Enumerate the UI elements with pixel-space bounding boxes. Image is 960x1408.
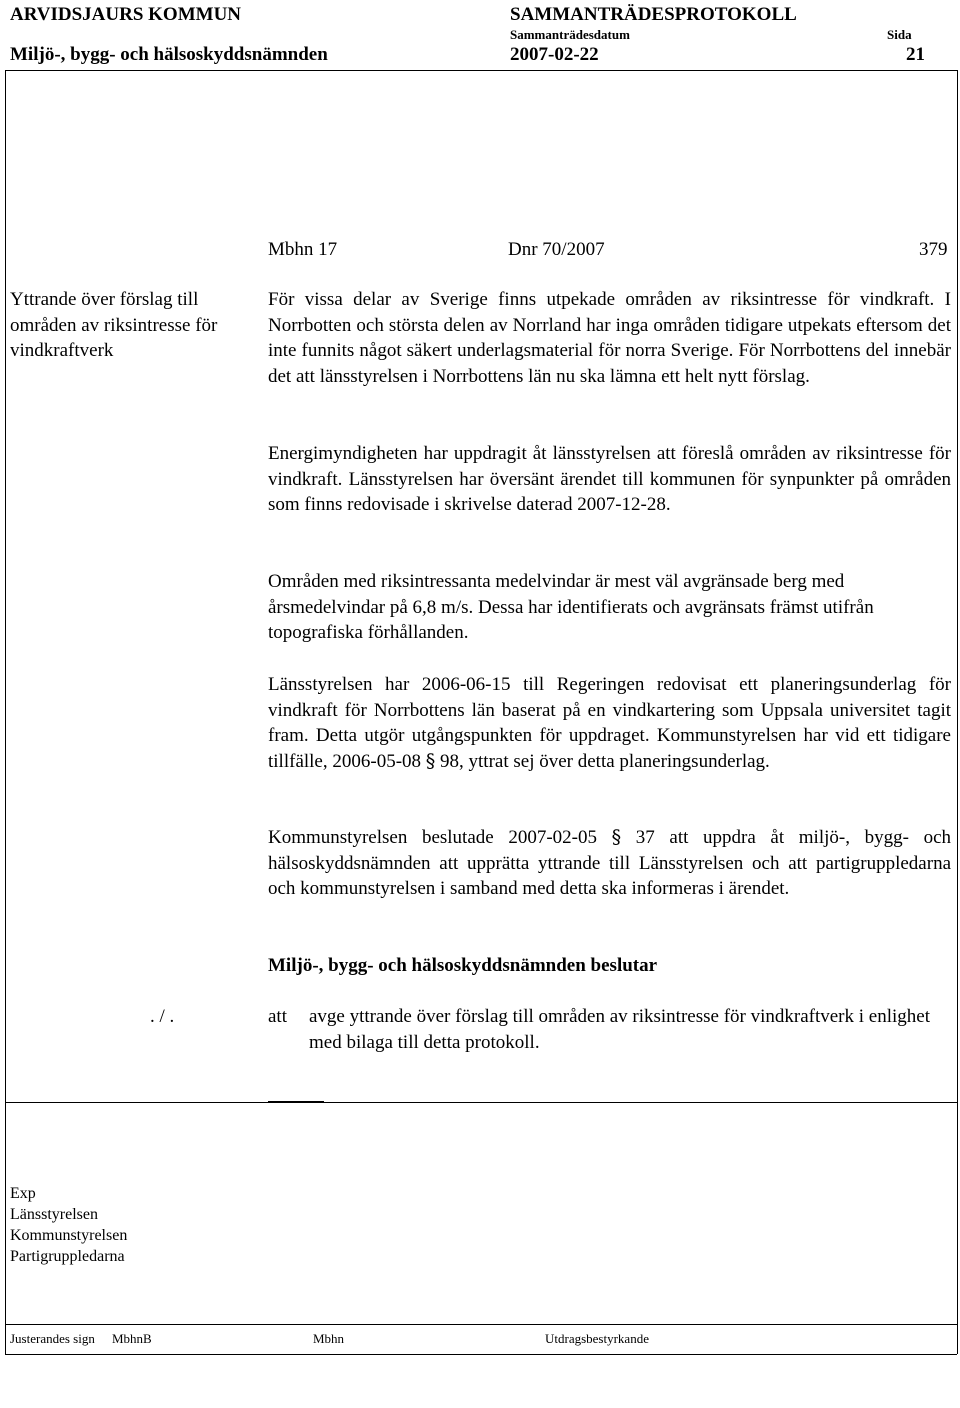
left-frame-top (5, 70, 6, 1102)
left-frame-exp (5, 1102, 6, 1324)
footer-bottom-rule (5, 1354, 957, 1355)
right-frame-top (957, 70, 958, 1102)
decision-heading: Miljö-, bygg- och hälsoskyddsnämnden beslutar (268, 955, 658, 976)
case-title: Yttrande över förslag till områden av riksintresse för vindkraftverk (10, 289, 218, 361)
organization-name: ARVIDSJAURS KOMMUN (10, 4, 242, 25)
case-paragraph: Mbhn 17 (268, 239, 338, 260)
exp-recipient: Länsstyrelsen (10, 1206, 98, 1223)
footer-certification: Utdragsbestyrkande (545, 1331, 649, 1346)
paragraph-4-part-b: 98, yttrat sej över detta planeringsunderlag. (440, 750, 770, 772)
meeting-date: 2007-02-22 (510, 44, 599, 65)
content-bottom-rule (5, 1102, 957, 1103)
paragraph-2: Energimyndigheten har uppdragit åt länsstyrelsen att föreslå områden av riksintresse för vindkraft. Länsstyrelsen har översänt ärendet till kommunen för synpunkter på områden som finns redovisade i skrivelse daterad 2007-12-28. (268, 443, 951, 515)
paragraph-1: För vissa delar av Sverige finns utpekade områden av riksintresse för vindkraft. I Norrbotten och största delen av Norrland har inga områden tidigare utpekats eftersom det inte funnits något säkert underlagsmaterial för norra Sverige. För Norrbottens del innebär det att länsstyrelsen i Norrbottens län nu ska lämna ett helt nytt förslag. (268, 289, 951, 387)
paragraph-4 (268, 672, 951, 774)
document-type: SAMMANTRÄDESPROTOKOLL (510, 4, 797, 25)
footer-sign-value: MbhnB (112, 1331, 152, 1346)
case-number: 379 (919, 239, 948, 260)
decision-att: att (268, 1006, 287, 1027)
header-rule (5, 70, 957, 71)
paragraph-5 (268, 825, 951, 902)
exp-recipient: Partigruppledarna (10, 1248, 125, 1265)
closing-rule (268, 1101, 324, 1102)
right-frame-footer (957, 1324, 958, 1354)
decision-text: avge yttrande över förslag till områden av riksintresse för vindkraftverk i enlighet med bilaga till detta protokoll. (309, 1006, 930, 1053)
page-label: Sida (887, 27, 912, 42)
exp-label: Exp (10, 1185, 36, 1202)
case-dnr: Dnr 70/2007 (508, 239, 605, 260)
committee-name: Miljö-, bygg- och hälsoskyddsnämnden (10, 44, 328, 65)
section-sign: § (425, 749, 436, 772)
paragraph-3: Områden med riksintressanta medelvindar är mest väl avgränsade berg med årsmedelvindar på 6,8 m/s. Dessa har identifierats och avgränsats främst utifrån topografiska förhållanden. (268, 571, 874, 643)
page-number: 21 (906, 44, 925, 65)
date-label: Sammanträdesdatum (510, 27, 630, 42)
paragraph-4-part-a: Länsstyrelsen har 2006-06-15 till Regeringen redovisat ett planeringsunderlag för vindkraft för Norrbottens län baserat på en vindkartering som Uppsala universitet tagit fram. Detta utgör utgångspunkten för uppdraget. Kommunstyrelsen har vid ett tidigare tillfälle, 2006-05-08 (268, 674, 951, 772)
left-frame-footer (5, 1324, 6, 1354)
footer-sign-label: Justerandes sign (10, 1331, 95, 1346)
section-sign: § (611, 826, 622, 848)
attachment-marker: . / . (150, 1006, 175, 1027)
footer-top-rule (5, 1324, 957, 1325)
paragraph-5-part-b: 37 att uppdra åt miljö-, bygg- och hälsoskyddsnämnden att upprätta yttrande till Länsstyrelsen och att partigruppledarna och kommunstyrelsen i samband med detta ska informeras i ärendet. (268, 827, 952, 899)
footer-middle: Mbhn (313, 1331, 345, 1346)
exp-recipient: Kommunstyrelsen (10, 1227, 128, 1244)
right-frame-exp (957, 1102, 958, 1324)
paragraph-5-part-a: Kommunstyrelsen beslutade 2007-02-05 (268, 827, 597, 848)
